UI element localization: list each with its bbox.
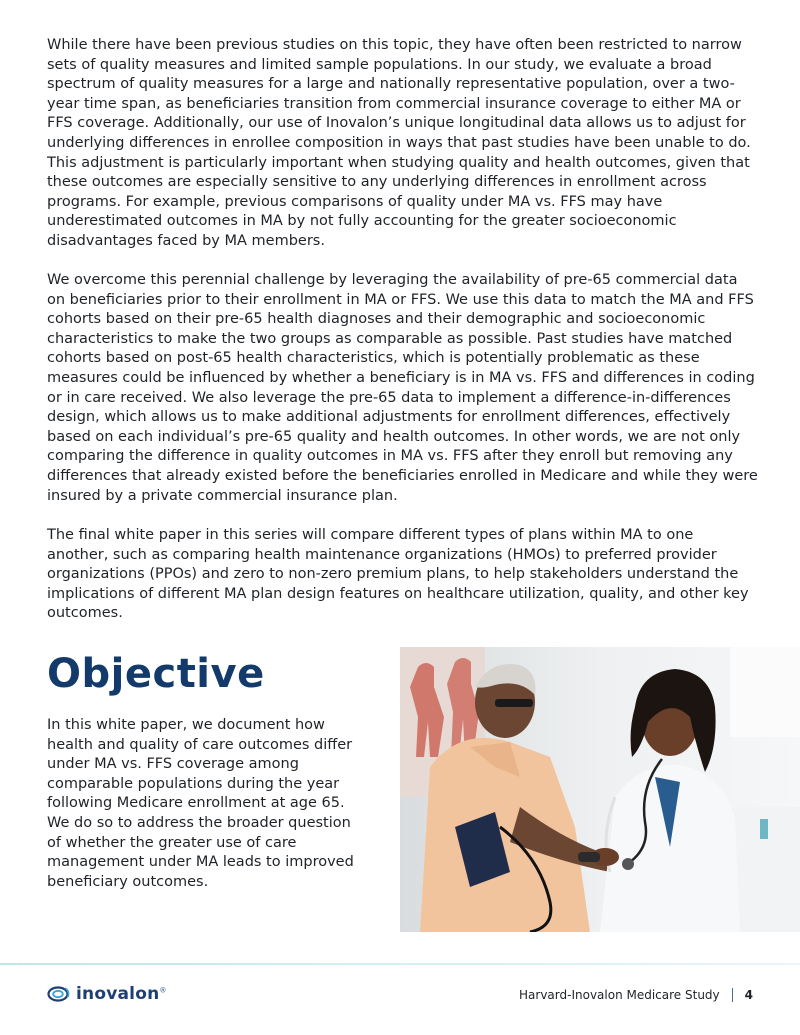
objective-text: In this white paper, we document how health and quality of care outcomes differ under MA vs. FFS coverage among comparable populations during the year following Medicare enrollment at age 65. We do so to address the broader question of whether the greater use of care management under MA leads to improved beneficiary outcomes. bbox=[47, 717, 354, 890]
logo-wordmark: inovalon® bbox=[76, 984, 167, 1004]
objective-heading: Objective bbox=[47, 651, 265, 697]
doctor-checking-blood-pressure-illustration bbox=[400, 647, 800, 932]
inovalon-logo bbox=[47, 980, 167, 1008]
page-footer bbox=[519, 984, 753, 1006]
footer-separator bbox=[732, 988, 733, 1002]
body-paragraph-1: While there have been previous studies on this topic, they have often been restricted to narrow sets of quality measures and limited sample populations. In our study, we evaluate a broad spectrum of quality measures for a large and nationally representative population, over a two-year time span, as beneficiaries transition from commercial insurance coverage to either MA or FFS coverage. Additionally, our use of Inovalon’s unique longitudinal data allows us to adjust for underlying differences in enrollee composition in ways that past studies have been unable to do. This adjustment is particularly important when studying quality and health outcomes, given that these outcomes are especially sensitive to any underlying differences in enrollment across programs. For example, previous comparisons of quality under MA vs. FFS may have underestimated outcomes in MA by not fully accounting for the greater socioeconomic disadvantages faced by MA members. bbox=[47, 37, 751, 249]
doctor-patient-photo bbox=[400, 647, 800, 932]
inovalon-logo-icon bbox=[47, 985, 71, 1003]
body-paragraph-3: The final white paper in this series will compare different types of plans within MA to one another, such as comparing health maintenance organizations (HMOs) to preferred provider organizations (PPOs) and zero to non-zero premium plans, to help stakeholders understand the implications of different MA plan design features on healthcare utilization, quality, and other key outcomes. bbox=[47, 527, 749, 622]
footer-divider bbox=[0, 963, 800, 965]
study-label: Harvard-Inovalon Medicare Study bbox=[519, 988, 720, 1002]
body-paragraph-2: We overcome this perennial challenge by leveraging the availability of pre-65 commercial data on beneficiaries prior to their enrollment in MA or FFS. We use this data to match the MA and FFS cohorts based on their pre-65 health diagnoses and their demographic and socioeconomic characteristics to make the two groups as comparable as possible. Past studies have matched cohorts based on post-65 health characteristics, which is potentially problematic as these measures could be influenced by whether a beneficiary is in MA vs. FFS and differences in coding or in care received. We also leverage the pre-65 data to implement a difference-in-differences design, which allows us to make additional adjustments for enrollment differences, effectively based on each individual’s pre-65 quality and health outcomes. In other words, we are not only comparing the difference in quality outcomes in MA vs. FFS after they enroll but removing any differences that already existed before the beneficiaries enrolled in Medicare and while they were insured by a private commercial insurance plan. bbox=[47, 272, 758, 504]
page-number: 4 bbox=[744, 988, 753, 1002]
